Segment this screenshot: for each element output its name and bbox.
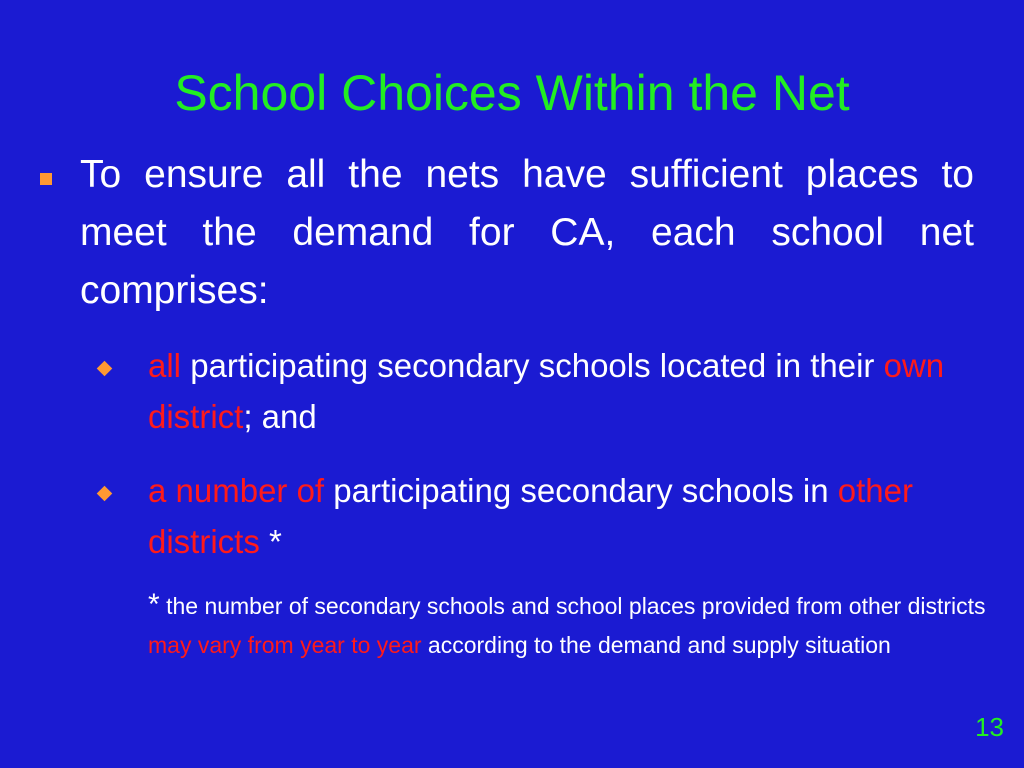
square-bullet-icon bbox=[40, 173, 52, 185]
highlight-other-districts: other districts bbox=[148, 472, 913, 560]
footnote bbox=[148, 585, 988, 665]
footnote-text: the number of secondary schools and school places provided from other districts bbox=[159, 593, 986, 619]
slide-title: School Choices Within the Net bbox=[174, 65, 850, 121]
sub-bullet-1-tail: ; and bbox=[243, 398, 317, 435]
footnote-star: * bbox=[148, 588, 160, 621]
page-number: 13 bbox=[975, 712, 1004, 742]
sub-bullet-2-tail: * bbox=[259, 523, 282, 560]
sub-bullet-2 bbox=[148, 465, 948, 567]
sub-bullet-1-text: participating secondary schools located in their bbox=[181, 347, 884, 384]
diamond-bullet-icon bbox=[97, 361, 113, 377]
highlight-all: all bbox=[148, 347, 182, 384]
sub-bullet-2-text: participating secondary schools in bbox=[324, 472, 838, 509]
footnote-highlight: may vary from year to year bbox=[148, 632, 422, 658]
sub-bullet-1 bbox=[148, 340, 948, 442]
footnote-tail: according to the demand and supply situation bbox=[421, 632, 891, 658]
highlight-own-district: own district bbox=[148, 347, 945, 435]
diamond-bullet-icon bbox=[97, 486, 113, 502]
main-bullet-text: To ensure all the nets have sufficient places to meet the demand for CA, each school net comprises: bbox=[80, 153, 974, 312]
highlight-a-number-of: a number of bbox=[148, 472, 325, 509]
